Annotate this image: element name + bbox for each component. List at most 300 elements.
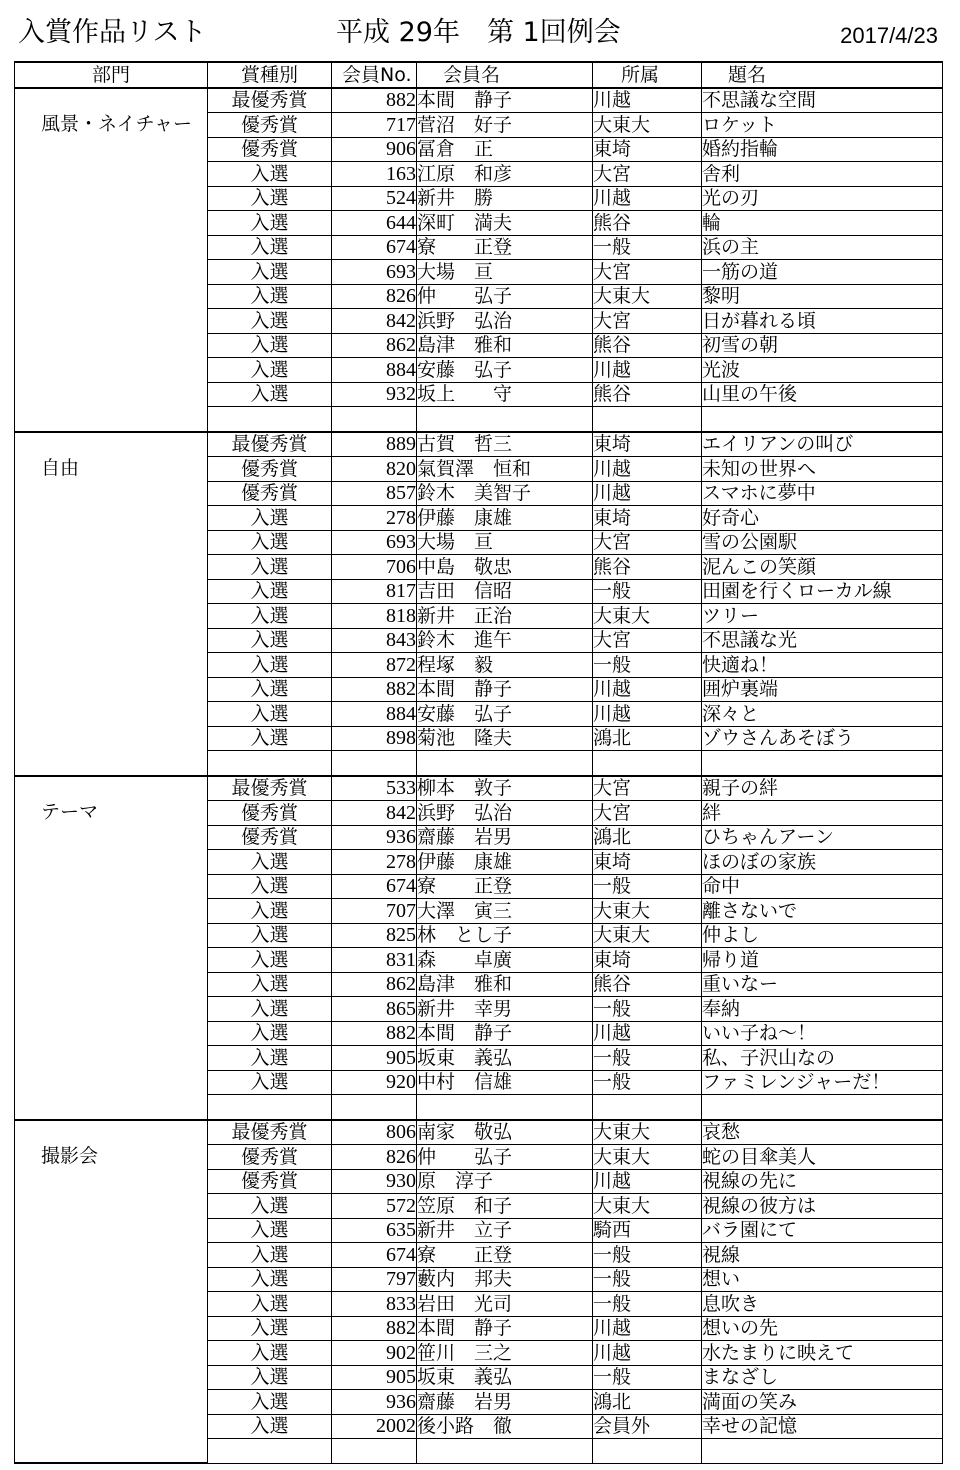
title-cell: 帰り道 (702, 948, 943, 973)
table-row (15, 1120, 943, 1145)
member-name-cell (417, 1095, 593, 1120)
award-type-cell: 入選 (208, 1021, 332, 1046)
member-name-cell: 本間 静子 (417, 1316, 593, 1341)
affiliation-cell: 大宮 (593, 530, 702, 555)
title-cell: ほのぼの家族 (702, 850, 943, 875)
title-cell: ひちゃんアーン (702, 825, 943, 850)
member-name-cell: 江原 和彦 (417, 162, 593, 187)
award-type-cell: 優秀賞 (208, 801, 332, 826)
member-name-cell: 安藤 弘子 (417, 702, 593, 727)
member-name-cell: 吉田 信昭 (417, 579, 593, 604)
title-cell (702, 1095, 943, 1120)
title-cell: 満面の笑み (702, 1390, 943, 1415)
title-cell: 舎利 (702, 162, 943, 187)
award-type-cell: 入選 (208, 850, 332, 875)
award-type-cell: 入選 (208, 260, 332, 285)
member-name-cell (417, 751, 593, 776)
title-cell: バラ園にて (702, 1218, 943, 1243)
title-cell (702, 1439, 943, 1464)
title-cell: いい子ね～！ (702, 1021, 943, 1046)
award-type-cell: 入選 (208, 235, 332, 260)
column-header-division: 部門 (15, 62, 208, 88)
affiliation-cell: 川越 (593, 88, 702, 113)
award-type-cell: 入選 (208, 1365, 332, 1390)
member-no-cell: 905 (332, 1365, 417, 1390)
title-cell: 不思議な空間 (702, 88, 943, 113)
affiliation-cell: 川越 (593, 677, 702, 702)
title-cell: 好奇心 (702, 506, 943, 531)
member-name-cell: 森 卓廣 (417, 948, 593, 973)
member-no-cell: 833 (332, 1292, 417, 1317)
affiliation-cell: 川越 (593, 358, 702, 383)
member-no-cell: 905 (332, 1046, 417, 1071)
member-name-cell: 程塚 毅 (417, 653, 593, 678)
member-no-cell: 936 (332, 825, 417, 850)
affiliation-cell: 一般 (593, 1267, 702, 1292)
division-cell: 風景・ネイチャー (15, 88, 208, 432)
member-no-cell: 572 (332, 1194, 417, 1219)
title-cell: ロケット (702, 113, 943, 138)
page-title: 入賞作品リスト (18, 17, 207, 48)
member-no-cell: 818 (332, 604, 417, 629)
title-cell: 田園を行くローカル線 (702, 579, 943, 604)
title-cell: 水たまりに映えて (702, 1341, 943, 1366)
title-cell: 光波 (702, 358, 943, 383)
member-name-cell: 本間 静子 (417, 1021, 593, 1046)
award-type-cell (208, 751, 332, 776)
awards-table (14, 61, 943, 1464)
member-name-cell (417, 1439, 593, 1464)
award-type-cell (208, 1095, 332, 1120)
affiliation-cell: 川越 (593, 1341, 702, 1366)
member-no-cell: 644 (332, 211, 417, 236)
member-no-cell: 920 (332, 1070, 417, 1095)
member-no-cell: 707 (332, 899, 417, 924)
title-cell: 初雪の朝 (702, 333, 943, 358)
member-name-cell: 鈴木 進午 (417, 628, 593, 653)
award-type-cell: 入選 (208, 530, 332, 555)
affiliation-cell: 熊谷 (593, 211, 702, 236)
member-name-cell: 林 とし子 (417, 923, 593, 948)
column-header-title: 題名 (702, 62, 943, 88)
title-cell: 視線の彼方は (702, 1194, 943, 1219)
member-no-cell: 674 (332, 874, 417, 899)
title-cell: 離さないで (702, 899, 943, 924)
member-no-cell: 882 (332, 1316, 417, 1341)
member-name-cell: 柳本 敦子 (417, 776, 593, 801)
member-name-cell: 中島 敬忠 (417, 555, 593, 580)
affiliation-cell: 一般 (593, 1070, 702, 1095)
award-type-cell: 入選 (208, 211, 332, 236)
award-type-cell: 優秀賞 (208, 457, 332, 482)
title-cell: ゾウさんあそぼう (702, 726, 943, 751)
title-cell: 浜の主 (702, 235, 943, 260)
member-no-cell: 826 (332, 1145, 417, 1170)
member-no-cell: 842 (332, 801, 417, 826)
affiliation-cell: 熊谷 (593, 972, 702, 997)
award-type-cell (208, 1439, 332, 1464)
affiliation-cell: 鴻北 (593, 825, 702, 850)
member-name-cell: 笹川 三之 (417, 1341, 593, 1366)
member-name-cell: 大場 亘 (417, 260, 593, 285)
affiliation-cell: 川越 (593, 186, 702, 211)
header-row (15, 62, 943, 88)
award-type-cell: 入選 (208, 1070, 332, 1095)
affiliation-cell: 熊谷 (593, 555, 702, 580)
member-name-cell: 後小路 徹 (417, 1414, 593, 1439)
affiliation-cell (593, 1095, 702, 1120)
affiliation-cell: 鴻北 (593, 726, 702, 751)
affiliation-cell: 大宮 (593, 162, 702, 187)
member-name-cell: 大澤 寅三 (417, 899, 593, 924)
award-type-cell: 入選 (208, 972, 332, 997)
member-no-cell: 843 (332, 628, 417, 653)
member-name-cell: 安藤 弘子 (417, 358, 593, 383)
affiliation-cell: 大宮 (593, 309, 702, 334)
award-type-cell: 優秀賞 (208, 1145, 332, 1170)
member-name-cell: 浜野 弘治 (417, 801, 593, 826)
member-no-cell: 806 (332, 1120, 417, 1145)
award-type-cell: 入選 (208, 579, 332, 604)
member-name-cell: 坂上 守 (417, 382, 593, 407)
member-no-cell: 674 (332, 1243, 417, 1268)
member-no-cell: 842 (332, 309, 417, 334)
affiliation-cell: 一般 (593, 997, 702, 1022)
award-type-cell (208, 407, 332, 432)
member-no-cell: 693 (332, 260, 417, 285)
table-header (15, 62, 943, 88)
award-type-cell: 入選 (208, 677, 332, 702)
award-type-cell: 優秀賞 (208, 113, 332, 138)
title-cell (702, 407, 943, 432)
member-no-cell: 674 (332, 235, 417, 260)
affiliation-cell: 大東大 (593, 604, 702, 629)
title-cell: 仲よし (702, 923, 943, 948)
award-type-cell: 入選 (208, 284, 332, 309)
title-cell: 未知の世界へ (702, 457, 943, 482)
affiliation-cell: 熊谷 (593, 382, 702, 407)
affiliation-cell: 大東大 (593, 113, 702, 138)
title-cell: 雪の公園駅 (702, 530, 943, 555)
title-cell: 泥んこの笑顔 (702, 555, 943, 580)
member-no-cell: 882 (332, 1021, 417, 1046)
affiliation-cell: 川越 (593, 481, 702, 506)
member-no-cell: 533 (332, 776, 417, 801)
affiliation-cell: 一般 (593, 653, 702, 678)
affiliation-cell: 東埼 (593, 432, 702, 457)
title-cell: 親子の絆 (702, 776, 943, 801)
member-no-cell: 930 (332, 1169, 417, 1194)
affiliation-cell: 川越 (593, 1169, 702, 1194)
member-name-cell: 中村 信雄 (417, 1070, 593, 1095)
title-cell: 不思議な光 (702, 628, 943, 653)
award-type-cell: 入選 (208, 628, 332, 653)
award-type-cell: 入選 (208, 726, 332, 751)
affiliation-cell: 一般 (593, 1243, 702, 1268)
member-name-cell: 坂東 義弘 (417, 1046, 593, 1071)
member-name-cell: 島津 雅和 (417, 972, 593, 997)
award-type-cell: 入選 (208, 162, 332, 187)
title-cell: 想い (702, 1267, 943, 1292)
affiliation-cell: 大宮 (593, 776, 702, 801)
column-header-award-type: 賞種別 (208, 62, 332, 88)
award-type-cell: 入選 (208, 1194, 332, 1219)
member-name-cell: 仲 弘子 (417, 284, 593, 309)
member-name-cell: 南家 敬弘 (417, 1120, 593, 1145)
member-no-cell: 278 (332, 506, 417, 531)
member-name-cell: 齋藤 岩男 (417, 1390, 593, 1415)
member-no-cell: 872 (332, 653, 417, 678)
affiliation-cell: 大東大 (593, 923, 702, 948)
member-name-cell: 古賀 哲三 (417, 432, 593, 457)
award-type-cell: 入選 (208, 1414, 332, 1439)
award-type-cell: 入選 (208, 1390, 332, 1415)
member-name-cell: 浜野 弘治 (417, 309, 593, 334)
member-name-cell: 新井 勝 (417, 186, 593, 211)
award-type-cell: 優秀賞 (208, 825, 332, 850)
member-name-cell: 坂東 義弘 (417, 1365, 593, 1390)
title-cell: 幸せの記憶 (702, 1414, 943, 1439)
affiliation-cell: 大東大 (593, 899, 702, 924)
award-type-cell: 入選 (208, 382, 332, 407)
award-type-cell: 最優秀賞 (208, 88, 332, 113)
award-type-cell: 入選 (208, 653, 332, 678)
affiliation-cell: 会員外 (593, 1414, 702, 1439)
member-no-cell (332, 407, 417, 432)
title-cell: 快適ね！ (702, 653, 943, 678)
member-no-cell: 884 (332, 358, 417, 383)
member-no-cell: 882 (332, 88, 417, 113)
member-name-cell: 寮 正登 (417, 874, 593, 899)
award-type-cell: 最優秀賞 (208, 776, 332, 801)
affiliation-cell (593, 1439, 702, 1464)
column-header-member-name: 会員名 (417, 62, 593, 88)
division-cell: 自由 (15, 432, 208, 776)
title-cell: 蛇の目傘美人 (702, 1145, 943, 1170)
affiliation-cell: 東埼 (593, 506, 702, 531)
member-name-cell: 菊池 隆夫 (417, 726, 593, 751)
title-cell: 命中 (702, 874, 943, 899)
member-no-cell: 2002 (332, 1414, 417, 1439)
award-type-cell: 最優秀賞 (208, 432, 332, 457)
title-cell: 囲炉裏端 (702, 677, 943, 702)
affiliation-cell: 川越 (593, 1021, 702, 1046)
affiliation-cell: 一般 (593, 1046, 702, 1071)
member-no-cell: 717 (332, 113, 417, 138)
member-name-cell: 寮 正登 (417, 235, 593, 260)
affiliation-cell: 東埼 (593, 137, 702, 162)
affiliation-cell: 一般 (593, 1365, 702, 1390)
title-cell: エイリアンの叫び (702, 432, 943, 457)
member-no-cell: 902 (332, 1341, 417, 1366)
member-name-cell: 島津 雅和 (417, 333, 593, 358)
member-name-cell: 深町 満夫 (417, 211, 593, 236)
report-date: 2017/4/23 (840, 23, 938, 48)
member-name-cell: 本間 静子 (417, 677, 593, 702)
affiliation-cell: 熊谷 (593, 333, 702, 358)
member-no-cell: 906 (332, 137, 417, 162)
member-name-cell: 伊藤 康雄 (417, 850, 593, 875)
award-type-cell: 入選 (208, 702, 332, 727)
title-cell: 奉納 (702, 997, 943, 1022)
affiliation-cell: 大宮 (593, 801, 702, 826)
member-name-cell: 鈴木 美智子 (417, 481, 593, 506)
member-no-cell: 163 (332, 162, 417, 187)
award-type-cell: 入選 (208, 1267, 332, 1292)
title-cell: 日が暮れる頃 (702, 309, 943, 334)
member-name-cell: 笠原 和子 (417, 1194, 593, 1219)
title-cell: 光の刃 (702, 186, 943, 211)
title-cell: スマホに夢中 (702, 481, 943, 506)
award-type-cell: 入選 (208, 1218, 332, 1243)
award-type-cell: 入選 (208, 333, 332, 358)
member-no-cell (332, 751, 417, 776)
title-cell: 哀愁 (702, 1120, 943, 1145)
award-type-cell: 入選 (208, 874, 332, 899)
affiliation-cell: 大宮 (593, 628, 702, 653)
member-no-cell: 857 (332, 481, 417, 506)
award-type-cell: 優秀賞 (208, 137, 332, 162)
title-cell: 輪 (702, 211, 943, 236)
title-cell: 絆 (702, 801, 943, 826)
column-header-affiliation: 所属 (593, 62, 702, 88)
title-cell: 視線の先に (702, 1169, 943, 1194)
award-type-cell: 入選 (208, 604, 332, 629)
affiliation-cell: 騎西 (593, 1218, 702, 1243)
member-name-cell: 氣賀澤 恒和 (417, 457, 593, 482)
member-no-cell: 797 (332, 1267, 417, 1292)
member-no-cell: 706 (332, 555, 417, 580)
division-cell: テーマ (15, 776, 208, 1120)
affiliation-cell (593, 407, 702, 432)
member-name-cell: 藪内 邦夫 (417, 1267, 593, 1292)
title-cell: ファミレンジャーだ！ (702, 1070, 943, 1095)
title-cell: 山里の午後 (702, 382, 943, 407)
affiliation-cell: 大東大 (593, 1120, 702, 1145)
table-row (15, 88, 943, 113)
member-no-cell (332, 1095, 417, 1120)
affiliation-cell: 大宮 (593, 260, 702, 285)
member-no-cell: 862 (332, 972, 417, 997)
award-type-cell: 入選 (208, 1243, 332, 1268)
award-type-cell: 入選 (208, 309, 332, 334)
member-no-cell: 936 (332, 1390, 417, 1415)
affiliation-cell: 一般 (593, 235, 702, 260)
affiliation-cell: 一般 (593, 1292, 702, 1317)
meeting-label: 平成 29年 第 1回例会 (336, 17, 621, 48)
affiliation-cell: 大東大 (593, 1194, 702, 1219)
title-cell: ツリー (702, 604, 943, 629)
title-cell: まなざし (702, 1365, 943, 1390)
affiliation-cell: 一般 (593, 579, 702, 604)
member-no-cell: 831 (332, 948, 417, 973)
member-name-cell: 菅沼 好子 (417, 113, 593, 138)
award-type-cell: 入選 (208, 1292, 332, 1317)
affiliation-cell: 東埼 (593, 850, 702, 875)
member-no-cell: 524 (332, 186, 417, 211)
award-type-cell: 入選 (208, 923, 332, 948)
member-name-cell: 仲 弘子 (417, 1145, 593, 1170)
award-type-cell: 入選 (208, 899, 332, 924)
award-type-cell: 最優秀賞 (208, 1120, 332, 1145)
affiliation-cell: 川越 (593, 702, 702, 727)
award-type-cell: 優秀賞 (208, 481, 332, 506)
member-name-cell: 岩田 光司 (417, 1292, 593, 1317)
title-cell (702, 751, 943, 776)
member-name-cell: 原 淳子 (417, 1169, 593, 1194)
member-name-cell: 冨倉 正 (417, 137, 593, 162)
award-type-cell: 入選 (208, 555, 332, 580)
member-name-cell: 本間 静子 (417, 88, 593, 113)
award-type-cell: 入選 (208, 1046, 332, 1071)
award-type-cell: 入選 (208, 358, 332, 383)
award-type-cell: 入選 (208, 506, 332, 531)
member-name-cell: 齋藤 岩男 (417, 825, 593, 850)
member-no-cell: 882 (332, 677, 417, 702)
table-row (15, 776, 943, 801)
member-name-cell (417, 407, 593, 432)
member-no-cell: 278 (332, 850, 417, 875)
table-body (15, 88, 943, 1464)
affiliation-cell: 一般 (593, 874, 702, 899)
member-no-cell: 862 (332, 333, 417, 358)
member-no-cell: 635 (332, 1218, 417, 1243)
table-row (15, 432, 943, 457)
member-no-cell: 884 (332, 702, 417, 727)
member-no-cell: 889 (332, 432, 417, 457)
member-name-cell: 寮 正登 (417, 1243, 593, 1268)
member-name-cell: 新井 正治 (417, 604, 593, 629)
affiliation-cell: 大東大 (593, 284, 702, 309)
title-cell: 一筋の道 (702, 260, 943, 285)
affiliation-cell: 鴻北 (593, 1390, 702, 1415)
award-type-cell: 入選 (208, 997, 332, 1022)
award-type-cell: 入選 (208, 186, 332, 211)
title-cell: 婚約指輪 (702, 137, 943, 162)
affiliation-cell: 大東大 (593, 1145, 702, 1170)
member-no-cell: 932 (332, 382, 417, 407)
member-name-cell: 新井 幸男 (417, 997, 593, 1022)
column-header-member-no: 会員No. (332, 62, 417, 88)
member-no-cell: 898 (332, 726, 417, 751)
affiliation-cell: 東埼 (593, 948, 702, 973)
member-no-cell: 826 (332, 284, 417, 309)
member-name-cell: 伊藤 康雄 (417, 506, 593, 531)
award-type-cell: 入選 (208, 1316, 332, 1341)
member-no-cell: 820 (332, 457, 417, 482)
member-no-cell: 817 (332, 579, 417, 604)
title-cell: 私、子沢山なの (702, 1046, 943, 1071)
title-cell: 重いなー (702, 972, 943, 997)
affiliation-cell: 川越 (593, 1316, 702, 1341)
title-cell: 視線 (702, 1243, 943, 1268)
award-type-cell: 入選 (208, 948, 332, 973)
division-cell: 撮影会 (15, 1120, 208, 1464)
page-header (0, 0, 960, 58)
award-type-cell: 優秀賞 (208, 1169, 332, 1194)
affiliation-cell (593, 751, 702, 776)
member-name-cell: 大場 亘 (417, 530, 593, 555)
member-name-cell: 新井 立子 (417, 1218, 593, 1243)
member-no-cell: 825 (332, 923, 417, 948)
member-no-cell: 865 (332, 997, 417, 1022)
title-cell: 黎明 (702, 284, 943, 309)
award-type-cell: 入選 (208, 1341, 332, 1366)
title-cell: 深々と (702, 702, 943, 727)
title-cell: 息吹き (702, 1292, 943, 1317)
member-no-cell (332, 1439, 417, 1464)
affiliation-cell: 川越 (593, 457, 702, 482)
